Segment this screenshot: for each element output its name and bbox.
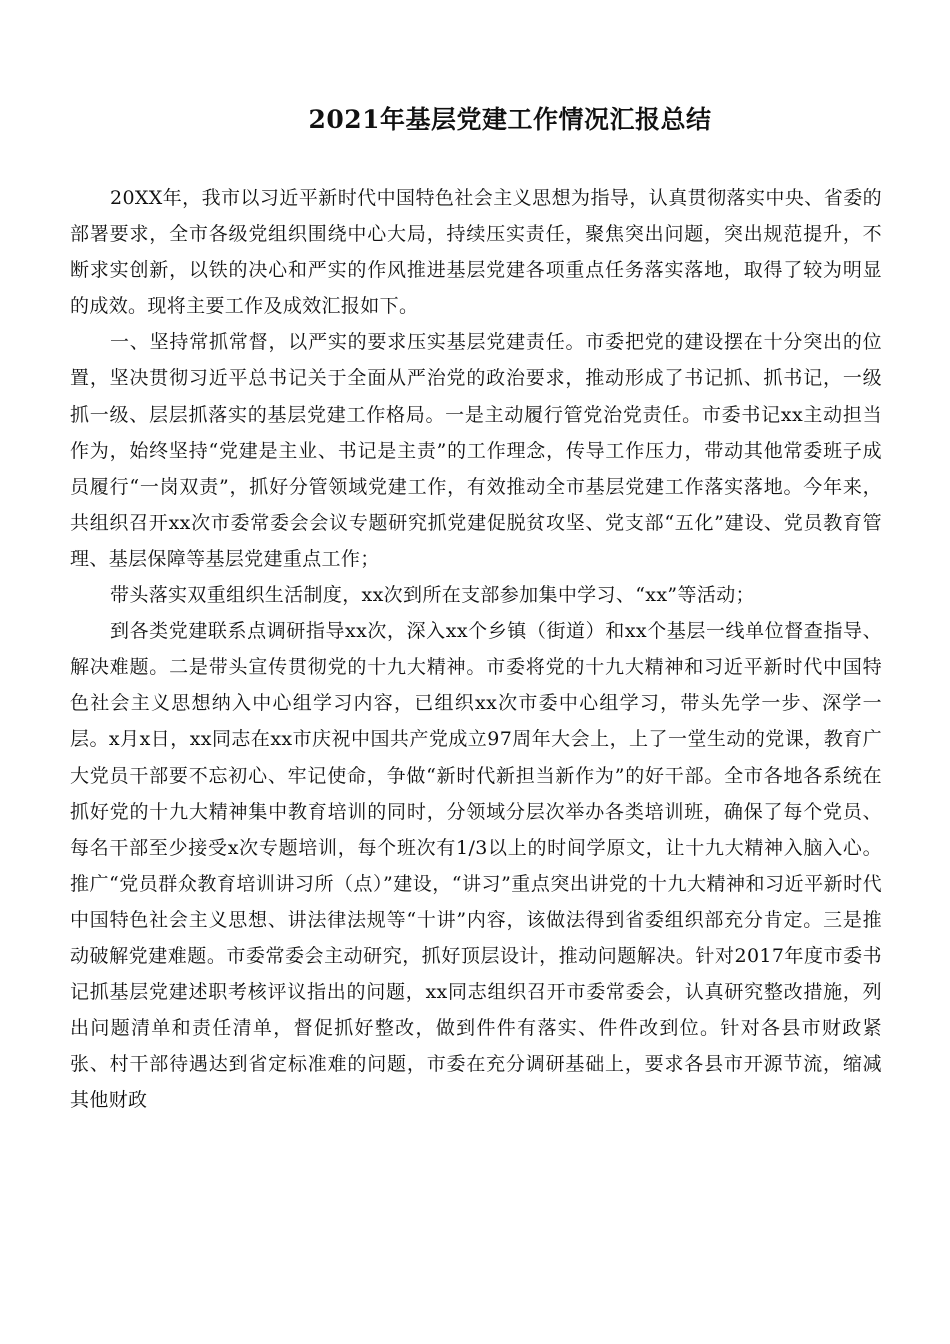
document-body [70,180,882,1118]
paragraph-intro: 20XX年，我市以习近平新时代中国特色社会主义思想为指导，认真贯彻落实中央、省委的部署要求，全市各级党组织围绕中心大局，持续压实责任，聚焦突出问题，突出规范提升，不断求实创新，以铁的决心和严实的作风推进基层党建各项重点任务落实落地，取得了较为明显的成效。现将主要工作及成效汇报如下。 [70,187,882,318]
paragraph-section-one: 一、坚持常抓常督，以严实的要求压实基层党建责任。市委把党的建设摆在十分突出的位置，坚决贯彻习近平总书记关于全面从严治党的政治要求，推动形成了书记抓、抓书记，一级抓一级、层层抓落实的基层党建工作格局。一是主动履行管党治党责任。市委书记xx主动担当作为，始终坚持“党建是主业、书记是主责”的工作理念，传导工作压力，带动其他常委班子成员履行“一岗双责”，抓好分管领域党建工作，有效推动全市基层党建工作落实落地。今年来，共组织召开xx次市委常委会会议专题研究抓党建促脱贫攻坚、党支部“五化”建设、党员教育管理、基层保障等基层党建重点工作； [70,331,882,570]
paragraph-organization-life: 带头落实双重组织生活制度，xx次到所在支部参加集中学习、“xx”等活动； [110,584,755,607]
paragraph-research-guidance: 到各类党建联系点调研指导xx次，深入xx个乡镇（街道）和xx个基层一线单位督查指导、解决难题。二是带头宣传贯彻党的十九大精神。市委将党的十九大精神和习近平新时代中国特色社会主义思想纳入中心组学习内容，已组织xx次市委中心组学习，带头先学一步、深学一层。x月x日，xx同志在xx市庆祝中国共产党成立97周年大会上，上了一堂生动的党课，教育广大党员干部要不忘初心、牢记使命，争做“新时代新担当新作为”的好干部。全市各地各系统在抓好党的十九大精神集中教育培训的同时，分领域分层次举办各类培训班，确保了每个党员、每名干部至少接受x次专题培训，每个班次有1/3以上的时间学原文，让十九大精神入脑入心。推广“党员群众教育培训讲习所（点）”建设，“讲习”重点突出讲党的十九大精神和习近平新时代中国特色社会主义思想、讲法律法规等“十讲”内容，该做法得到省委组织部充分肯定。三是推动破解党建难题。市委常委会主动研究，抓好顶层设计，推动问题解决。针对2017年度市委书记抓基层党建述职考核评议指出的问题，xx同志组织召开市委常委会，认真研究整改措施，列出问题清单和责任清单，督促抓好整改，做到件件有落实、件件改到位。针对各县市财政紧张、村干部待遇达到省定标准难的问题，市委在充分调研基础上，要求各县市开源节流，缩减其他财政 [70,620,882,1112]
document-title: 2021年基层党建工作情况汇报总结 [308,105,712,134]
